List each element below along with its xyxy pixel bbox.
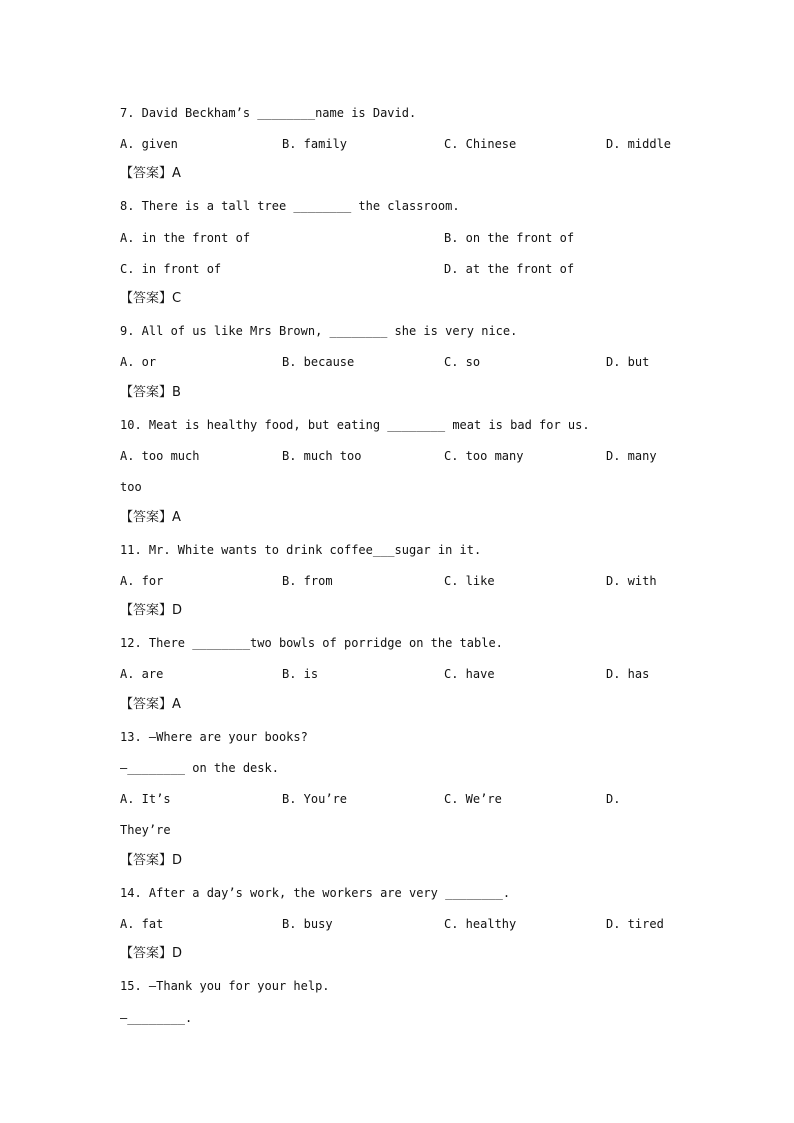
- question-13-option-a: A. It’s: [120, 792, 171, 806]
- question-10-stem: 10. Meat is healthy food, but eating ________ meat is bad for us.: [120, 418, 590, 432]
- question-11-option-b: B. from: [282, 574, 333, 588]
- question-11-option-d: D. with: [606, 574, 657, 588]
- question-12-option-c: C. have: [444, 667, 495, 681]
- question-7-option-a: A. given: [120, 137, 178, 151]
- question-15-stem-reply: —________.: [120, 1011, 193, 1025]
- question-9-stem: 9. All of us like Mrs Brown, ________ she is very nice.: [120, 324, 518, 338]
- question-11-answer: 【答案】D: [120, 603, 183, 618]
- question-12-option-d: D. has: [606, 667, 650, 681]
- question-8-option-c: C. in front of: [120, 262, 222, 276]
- question-13-stem-reply: —________ on the desk.: [120, 761, 279, 775]
- question-8-stem: 8. There is a tall tree ________ the classroom.: [120, 199, 460, 213]
- question-9-option-a: A. or: [120, 355, 157, 369]
- question-13-option-c: C. We’re: [444, 792, 502, 806]
- question-14-option-a: A. fat: [120, 917, 164, 931]
- question-14-answer: 【答案】D: [120, 946, 183, 961]
- question-10-option-c: C. too many: [444, 449, 524, 463]
- question-14-stem: 14. After a day’s work, the workers are very ________.: [120, 886, 511, 900]
- question-9-option-d: D. but: [606, 355, 650, 369]
- question-11-option-a: A. for: [120, 574, 164, 588]
- question-10-option-a: A. too much: [120, 449, 200, 463]
- question-9-answer: 【答案】B: [120, 385, 181, 400]
- question-13-option-d-wrap: They’re: [120, 823, 171, 837]
- question-12-stem: 12. There ________two bowls of porridge on the table.: [120, 636, 503, 650]
- question-10-option-d: D. many: [606, 449, 657, 463]
- question-14-option-b: B. busy: [282, 917, 333, 931]
- question-13-stem: 13. —Where are your books?: [120, 730, 308, 744]
- question-13-answer: 【答案】D: [120, 853, 183, 868]
- question-7-answer: 【答案】A: [120, 166, 181, 181]
- question-14-option-c: C. healthy: [444, 917, 517, 931]
- question-11-stem: 11. Mr. White wants to drink coffee___sugar in it.: [120, 543, 482, 557]
- question-15-stem: 15. —Thank you for your help.: [120, 979, 330, 993]
- question-12-answer: 【答案】A: [120, 697, 181, 712]
- question-8-option-b: B. on the front of: [444, 231, 575, 245]
- question-8-option-a: A. in the front of: [120, 231, 251, 245]
- question-12-option-a: A. are: [120, 667, 164, 681]
- question-11-option-c: C. like: [444, 574, 495, 588]
- question-10-option-d-wrap: too: [120, 480, 142, 494]
- question-7-stem: 7. David Beckham’s ________name is David.: [120, 106, 417, 120]
- question-9-option-c: C. so: [444, 355, 481, 369]
- question-8-answer: 【答案】C: [120, 291, 182, 306]
- question-12-option-b: B. is: [282, 667, 319, 681]
- question-10-answer: 【答案】A: [120, 510, 181, 525]
- question-9-option-b: B. because: [282, 355, 355, 369]
- question-10-option-b: B. much too: [282, 449, 362, 463]
- question-7-option-d: D. middle: [606, 137, 672, 151]
- question-7-option-b: B. family: [282, 137, 348, 151]
- question-13-option-b: B. You’re: [282, 792, 348, 806]
- question-14-option-d: D. tired: [606, 917, 664, 931]
- question-8-option-d: D. at the front of: [444, 262, 575, 276]
- question-7-option-c: C. Chinese: [444, 137, 517, 151]
- question-13-option-d: D.: [606, 792, 621, 806]
